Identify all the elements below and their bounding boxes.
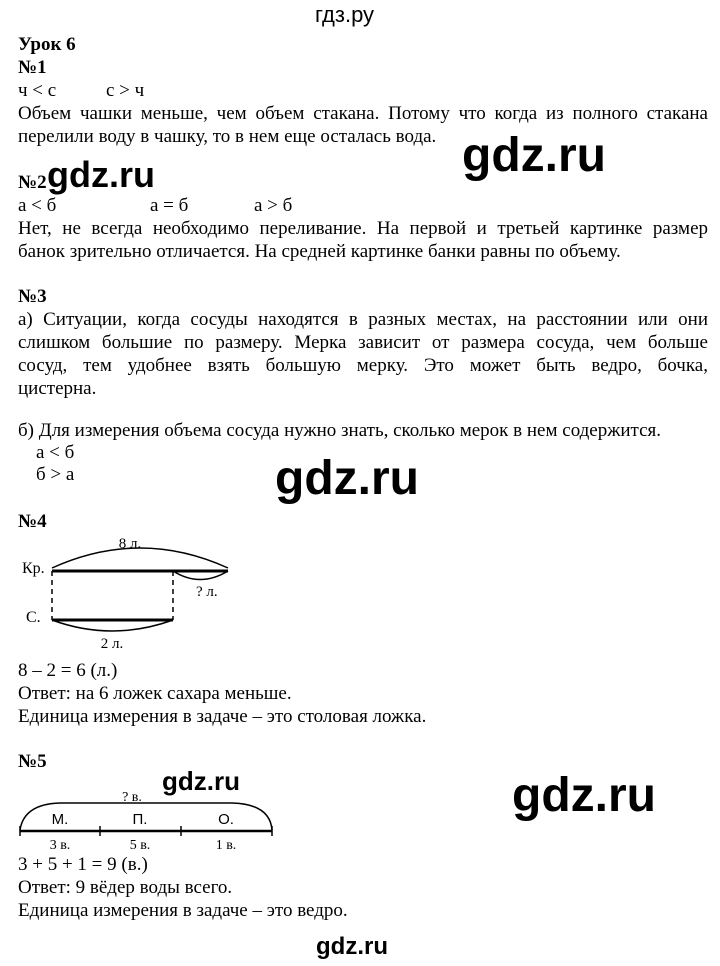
task5-segment-1-name: М.	[51, 811, 69, 828]
task4-total-label: 8 л.	[118, 536, 142, 552]
task4-solution: 8 – 2 = 6 (л.)	[18, 660, 118, 681]
task5-segment-diagram	[0, 780, 290, 855]
task4-row1-label: Кр.	[22, 560, 45, 577]
task2-line-2: банок зрительно отличается. На средней картинке банки равны по объему.	[18, 241, 621, 262]
task5-unit: Единица измерения в задаче – это ведро.	[18, 900, 348, 921]
task2-comparison-1: а < б	[18, 195, 57, 216]
task5-segment-3-value: 1 в.	[215, 838, 237, 853]
task1-line-1: Объем чашки меньше, чем объем стакана. Потому что когда из полного стакана	[18, 103, 708, 124]
task2-line-1: Нет, не всегда необходимо переливание. На первой и третьей картинке размер	[18, 218, 708, 239]
task4-row2-label: С.	[26, 609, 41, 626]
task3-a-line-3: сосуд, тем удобнее взять большую мерку. Это может быть ведро, бочка,	[18, 355, 708, 376]
task4-bottom-brace	[52, 620, 173, 631]
task5-segment-2-name: П.	[132, 811, 148, 828]
task4-bottom-label: 2 л.	[100, 636, 124, 652]
task5-segment-2-value: 5 в.	[129, 838, 151, 853]
task4-diff-label: ? л.	[196, 584, 218, 600]
task1-comparison-2: с > ч	[106, 80, 145, 101]
task2-comparison-3: а > б	[254, 195, 293, 216]
task3-number: №3	[18, 286, 47, 307]
task3-a-line-4: цистерна.	[18, 378, 97, 399]
task2-comparison-2: а = б	[150, 195, 189, 216]
task5-segment-1-value: 3 в.	[49, 838, 71, 853]
task4-unit: Единица измерения в задаче – это столовая ложка.	[18, 706, 427, 727]
task1-line-2: перелили воду в чашку, то в нем еще осталась вода.	[18, 126, 437, 147]
task1-comparison-1: ч < с	[18, 80, 57, 101]
task1-number: №1	[18, 57, 47, 78]
task3-b-line: б) Для измерения объема сосуда нужно знать, сколько мерок в нем содержится.	[18, 420, 661, 441]
task5-answer: Ответ: 9 вёдер воды всего.	[18, 877, 233, 898]
task5-total-label: ? в.	[122, 790, 142, 805]
task3-comparison-2: б > а	[36, 464, 75, 485]
task5-segment-3-name: О.	[218, 811, 234, 828]
site-header: гдз.ру	[315, 2, 375, 27]
watermark-4: gdz.ru	[162, 766, 240, 796]
watermark-2: gdz.ru	[47, 154, 155, 195]
watermark-5: gdz.ru	[512, 769, 656, 822]
watermark-1: gdz.ru	[462, 129, 606, 182]
task5-solution: 3 + 5 + 1 = 9 (в.)	[18, 854, 148, 875]
watermark-3: gdz.ru	[275, 452, 419, 505]
task4-segment-diagram	[0, 528, 260, 658]
task4-number: №4	[18, 511, 47, 532]
task4-answer: Ответ: на 6 ложек сахара меньше.	[18, 683, 292, 704]
lesson-title: Урок 6	[18, 34, 76, 55]
footer-watermark: gdz.ru	[316, 933, 388, 960]
task2-number: №2	[18, 172, 47, 193]
task3-a-line-2: слишком большие по размеру. Мерка зависит от размера сосуда, чем больше	[18, 332, 708, 353]
task3-comparison-1: а < б	[36, 442, 75, 463]
task3-a-line-1: а) Ситуации, когда сосуды находятся в разных местах, на расстоянии или они	[18, 309, 708, 330]
task5-number: №5	[18, 751, 47, 772]
